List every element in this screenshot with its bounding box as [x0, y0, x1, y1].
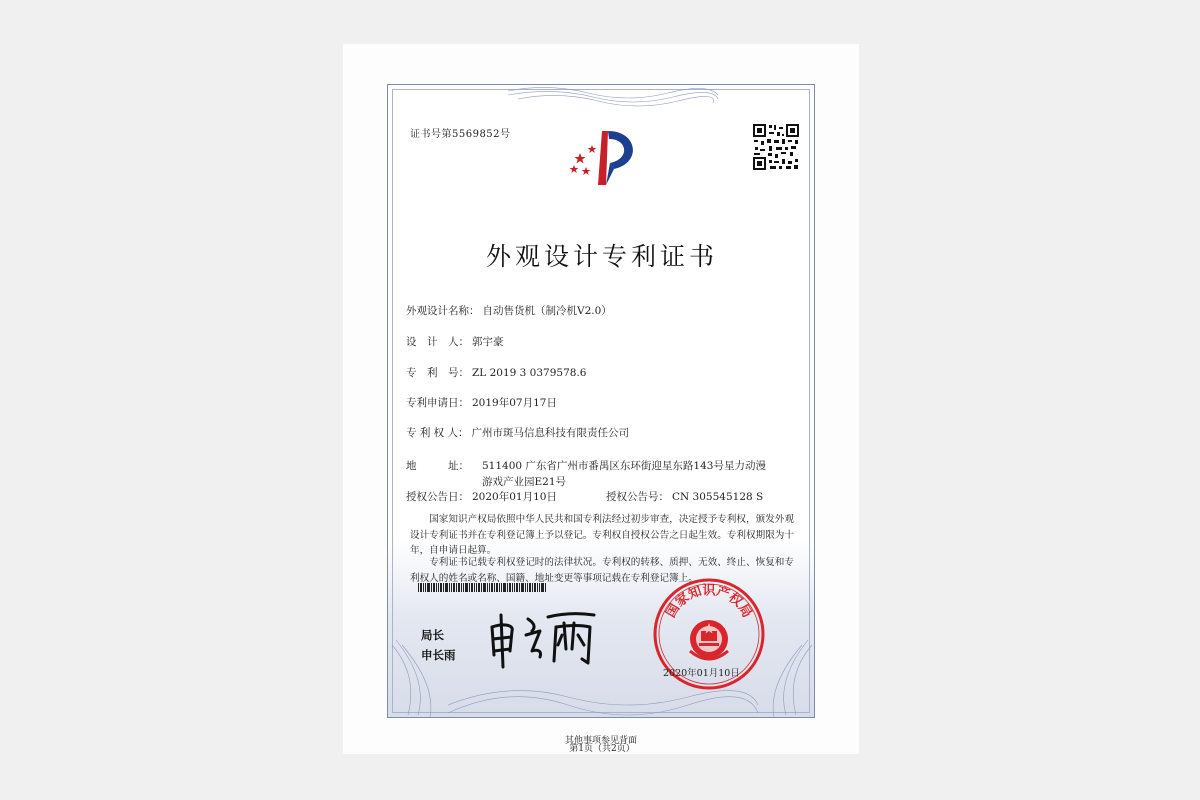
address-label: 地 址：	[406, 460, 469, 472]
announce-number-label: 授权公告号：	[606, 491, 669, 503]
designer-value: 郭宇豪	[472, 336, 504, 348]
patentee-row	[406, 425, 629, 440]
director-signature-icon	[484, 605, 614, 669]
director-name: 申长雨	[421, 648, 456, 662]
director-title: 局长	[421, 628, 444, 642]
announce-date-value: 2020年01月10日	[472, 491, 557, 503]
design-name-row	[406, 303, 612, 318]
address-row	[406, 458, 469, 473]
announce-number-value: CN 305545128 S	[672, 491, 764, 503]
qr-code-icon	[752, 123, 800, 171]
seal-text: 国家知识产权局	[663, 583, 755, 621]
certificate-paper	[343, 44, 859, 754]
seal-date: 2020年01月10日	[663, 668, 740, 679]
barcode-icon	[418, 583, 546, 592]
address-value: 511400 广东省广州市番禺区东环街迎星东路143号星力动漫游戏产业园E21号	[482, 460, 766, 488]
announce-number-row	[606, 489, 763, 504]
designer-label: 设 计 人：	[406, 336, 469, 348]
filing-date-value: 2019年07月17日	[472, 397, 557, 409]
announce-date-row	[406, 489, 557, 504]
footer-note: 其他事项参见背面	[564, 736, 637, 746]
certificate-title: 外观设计专利证书	[485, 242, 718, 271]
patentee-value: 广州市斑马信息科技有限责任公司	[471, 427, 630, 439]
certificate-number: 证书号第5569852号	[410, 129, 511, 140]
filing-date-row	[406, 395, 557, 410]
patent-number-value: ZL 2019 3 0379578.6	[472, 367, 587, 379]
legal-status-paragraph: 专利证书记载专利权登记时的法律状况。专利权的转移、质押、无效、终止、恢复和专利权人的姓名或名称、国籍、地址变更等事项记载在专利登记簿上。	[410, 557, 794, 584]
grant-paragraph: 国家知识产权局依照中华人民共和国专利法经过初步审查，决定授予专利权，颁发外观设计专利证书并在专利登记簿上予以登记。专利权自授权公告之日起生效。专利权期限为十年，自申请日起算。	[410, 514, 794, 556]
patent-office-logo-icon	[568, 123, 648, 193]
announce-date-label: 授权公告日：	[406, 491, 469, 503]
design-name-label: 外观设计名称：	[406, 305, 480, 317]
svg-text:国家知识产权局	[663, 582, 755, 620]
design-name-value: 自动售货机（制冷机V2.0）	[482, 305, 612, 317]
filing-date-label: 专利申请日：	[406, 397, 469, 409]
page-indicator: 第1页（共2页）	[569, 744, 635, 754]
patent-number-row	[406, 365, 586, 380]
patentee-label: 专 利 权 人：	[406, 427, 469, 439]
designer-row	[406, 334, 504, 349]
patent-number-label: 专 利 号：	[406, 367, 469, 379]
